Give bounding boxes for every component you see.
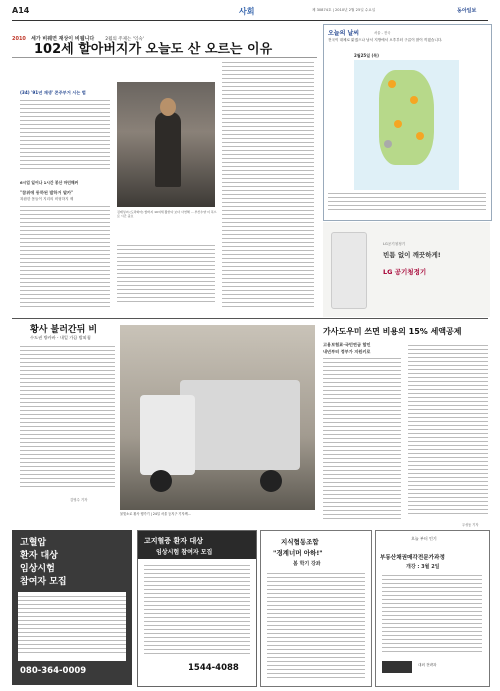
- ad-hypertension: [12, 530, 132, 685]
- article2-byline: 김영수 기자: [70, 498, 88, 502]
- weather-box: [323, 24, 492, 221]
- weather-title: 오늘의 날씨: [328, 30, 360, 37]
- series-label: 2월의 주제는 '익숙': [105, 37, 144, 42]
- ad4-small: 대외 전략과: [418, 663, 437, 667]
- ad1-title: 고혈압: [20, 538, 47, 548]
- truck-caption: 물빛소로 황사 헹가기 | 24일 서울 등지구 기자께...: [120, 512, 191, 516]
- ad1-text: [18, 592, 126, 661]
- ad-knowledge-coop: [260, 530, 372, 687]
- ad-line1: LG공기청정기: [383, 242, 406, 246]
- cloud-icon: [384, 140, 392, 148]
- text-block: [20, 346, 115, 496]
- headline-rule: [12, 57, 317, 58]
- article3-sub2: 내년부터 정부가 지원키로: [323, 349, 371, 354]
- figure-man: [155, 112, 181, 187]
- ad1-line3: 임상시험: [20, 564, 55, 574]
- section-title: 사회: [239, 7, 255, 16]
- ad2-phone: 1544-4088: [188, 663, 239, 673]
- sun-icon: [410, 96, 418, 104]
- weather-lead: 전국이 대체로 맑겠으나 남서 지방에서 오후부터 구름이 많이 끼겠습니다.: [328, 38, 443, 42]
- text-block: [20, 206, 110, 311]
- article3-byline: 우성동 기자: [462, 523, 479, 527]
- text-block: [117, 245, 215, 310]
- ad2-text: [144, 565, 250, 660]
- ad3-text: [267, 573, 365, 681]
- text-block: [222, 62, 314, 312]
- sun-icon: [416, 132, 424, 140]
- lg-ad: [323, 222, 490, 317]
- ad-hyperlipidemia: [137, 530, 257, 687]
- article3-sub: 고용보험료·국민연금 할인: [323, 342, 371, 347]
- text-block: [408, 345, 488, 520]
- sub-heading-1: (34) '91년 재생' 콘주부거 시는 법: [20, 90, 86, 95]
- air-purifier-image: [331, 232, 367, 309]
- ad3-title: 지식협동조합: [281, 538, 319, 546]
- article2-headline: 황사 불러간뒤 비: [30, 325, 98, 335]
- main-kicker: [12, 25, 312, 42]
- sun-icon: [388, 80, 396, 88]
- ad-brand: LG 공기청정기: [383, 268, 427, 276]
- kicker-text: 세가 비웨면 재상이 비웹니다: [31, 36, 95, 42]
- section-rule: [12, 318, 488, 319]
- pull-quote-1: "참위에 동하된 발하거 말카": [20, 190, 74, 195]
- page-section: A14: [12, 6, 30, 15]
- photo-elderly-man: [117, 82, 215, 207]
- ad2-title: 고지혈증 환자 대상: [144, 537, 203, 545]
- page-header: [12, 6, 488, 18]
- weather-subtitle: 서울 - 전국: [374, 31, 391, 35]
- weather-table: [328, 193, 486, 215]
- truck-body: [180, 380, 300, 470]
- figure-face: [160, 98, 176, 116]
- text-block: [20, 100, 110, 175]
- ad-real-estate: [375, 530, 490, 687]
- truck-cab: [140, 395, 195, 475]
- truck-wheel: [150, 470, 172, 492]
- truck-wheel: [260, 470, 282, 492]
- ad3-sub2: 봄 학기 강좌: [293, 561, 321, 567]
- article2-sub: 수도권 방카바 - 내일 가끔 밤외침: [30, 335, 91, 340]
- ad2-sub: 임상시험 참여자 모집: [156, 549, 213, 556]
- ad1-line4: 참여자 모집: [20, 577, 67, 587]
- ad-line2: 빈틈 없이 깨끗하게!: [383, 251, 441, 259]
- text-block: [323, 358, 401, 523]
- main-headline: 102세 할아버지가 오늘도 산 오르는 이유: [34, 42, 273, 57]
- ad4-text: [382, 575, 482, 655]
- weather-map: [354, 60, 459, 190]
- article3-headline: 가사도우미 쓰면 비용의 15% 세액공제: [323, 327, 462, 336]
- header-rule: [12, 20, 488, 21]
- photo-truck: [120, 325, 315, 510]
- brand-logo: 동아일보: [457, 8, 477, 14]
- ad1-line2: 환자 대상: [20, 551, 58, 561]
- pull-quote-2: 복잡한 몸들이 지리의 비형하지 제: [20, 197, 74, 201]
- ad4-pre: 오늘 부터 인기: [411, 536, 437, 541]
- sub-heading-2: 6시업 일어나 1시간 봉산 마던해커: [20, 180, 79, 185]
- ad4-logo: [382, 661, 412, 673]
- kicker-year: 2010: [12, 36, 26, 42]
- weather-map-label: 2월25일 (목): [354, 53, 379, 58]
- ad3-sub: "경계너머 아하!": [273, 549, 323, 557]
- ad4-title: 부동산채권매각전문가과정: [380, 555, 445, 561]
- ad4-sub: 개강 : 3월 2일: [406, 564, 440, 570]
- ad1-phone: 080-364-0009: [20, 666, 87, 676]
- issue-info: 제 30874호 | 2010년 2월 25일 수요일: [312, 8, 376, 12]
- sun-icon: [394, 120, 402, 128]
- photo-caption: 김태성씨 (도라와아) 할버지 10여세 활한다 보다 사연해 ... 부산수양 이 목으로 시간 중요: [117, 210, 217, 218]
